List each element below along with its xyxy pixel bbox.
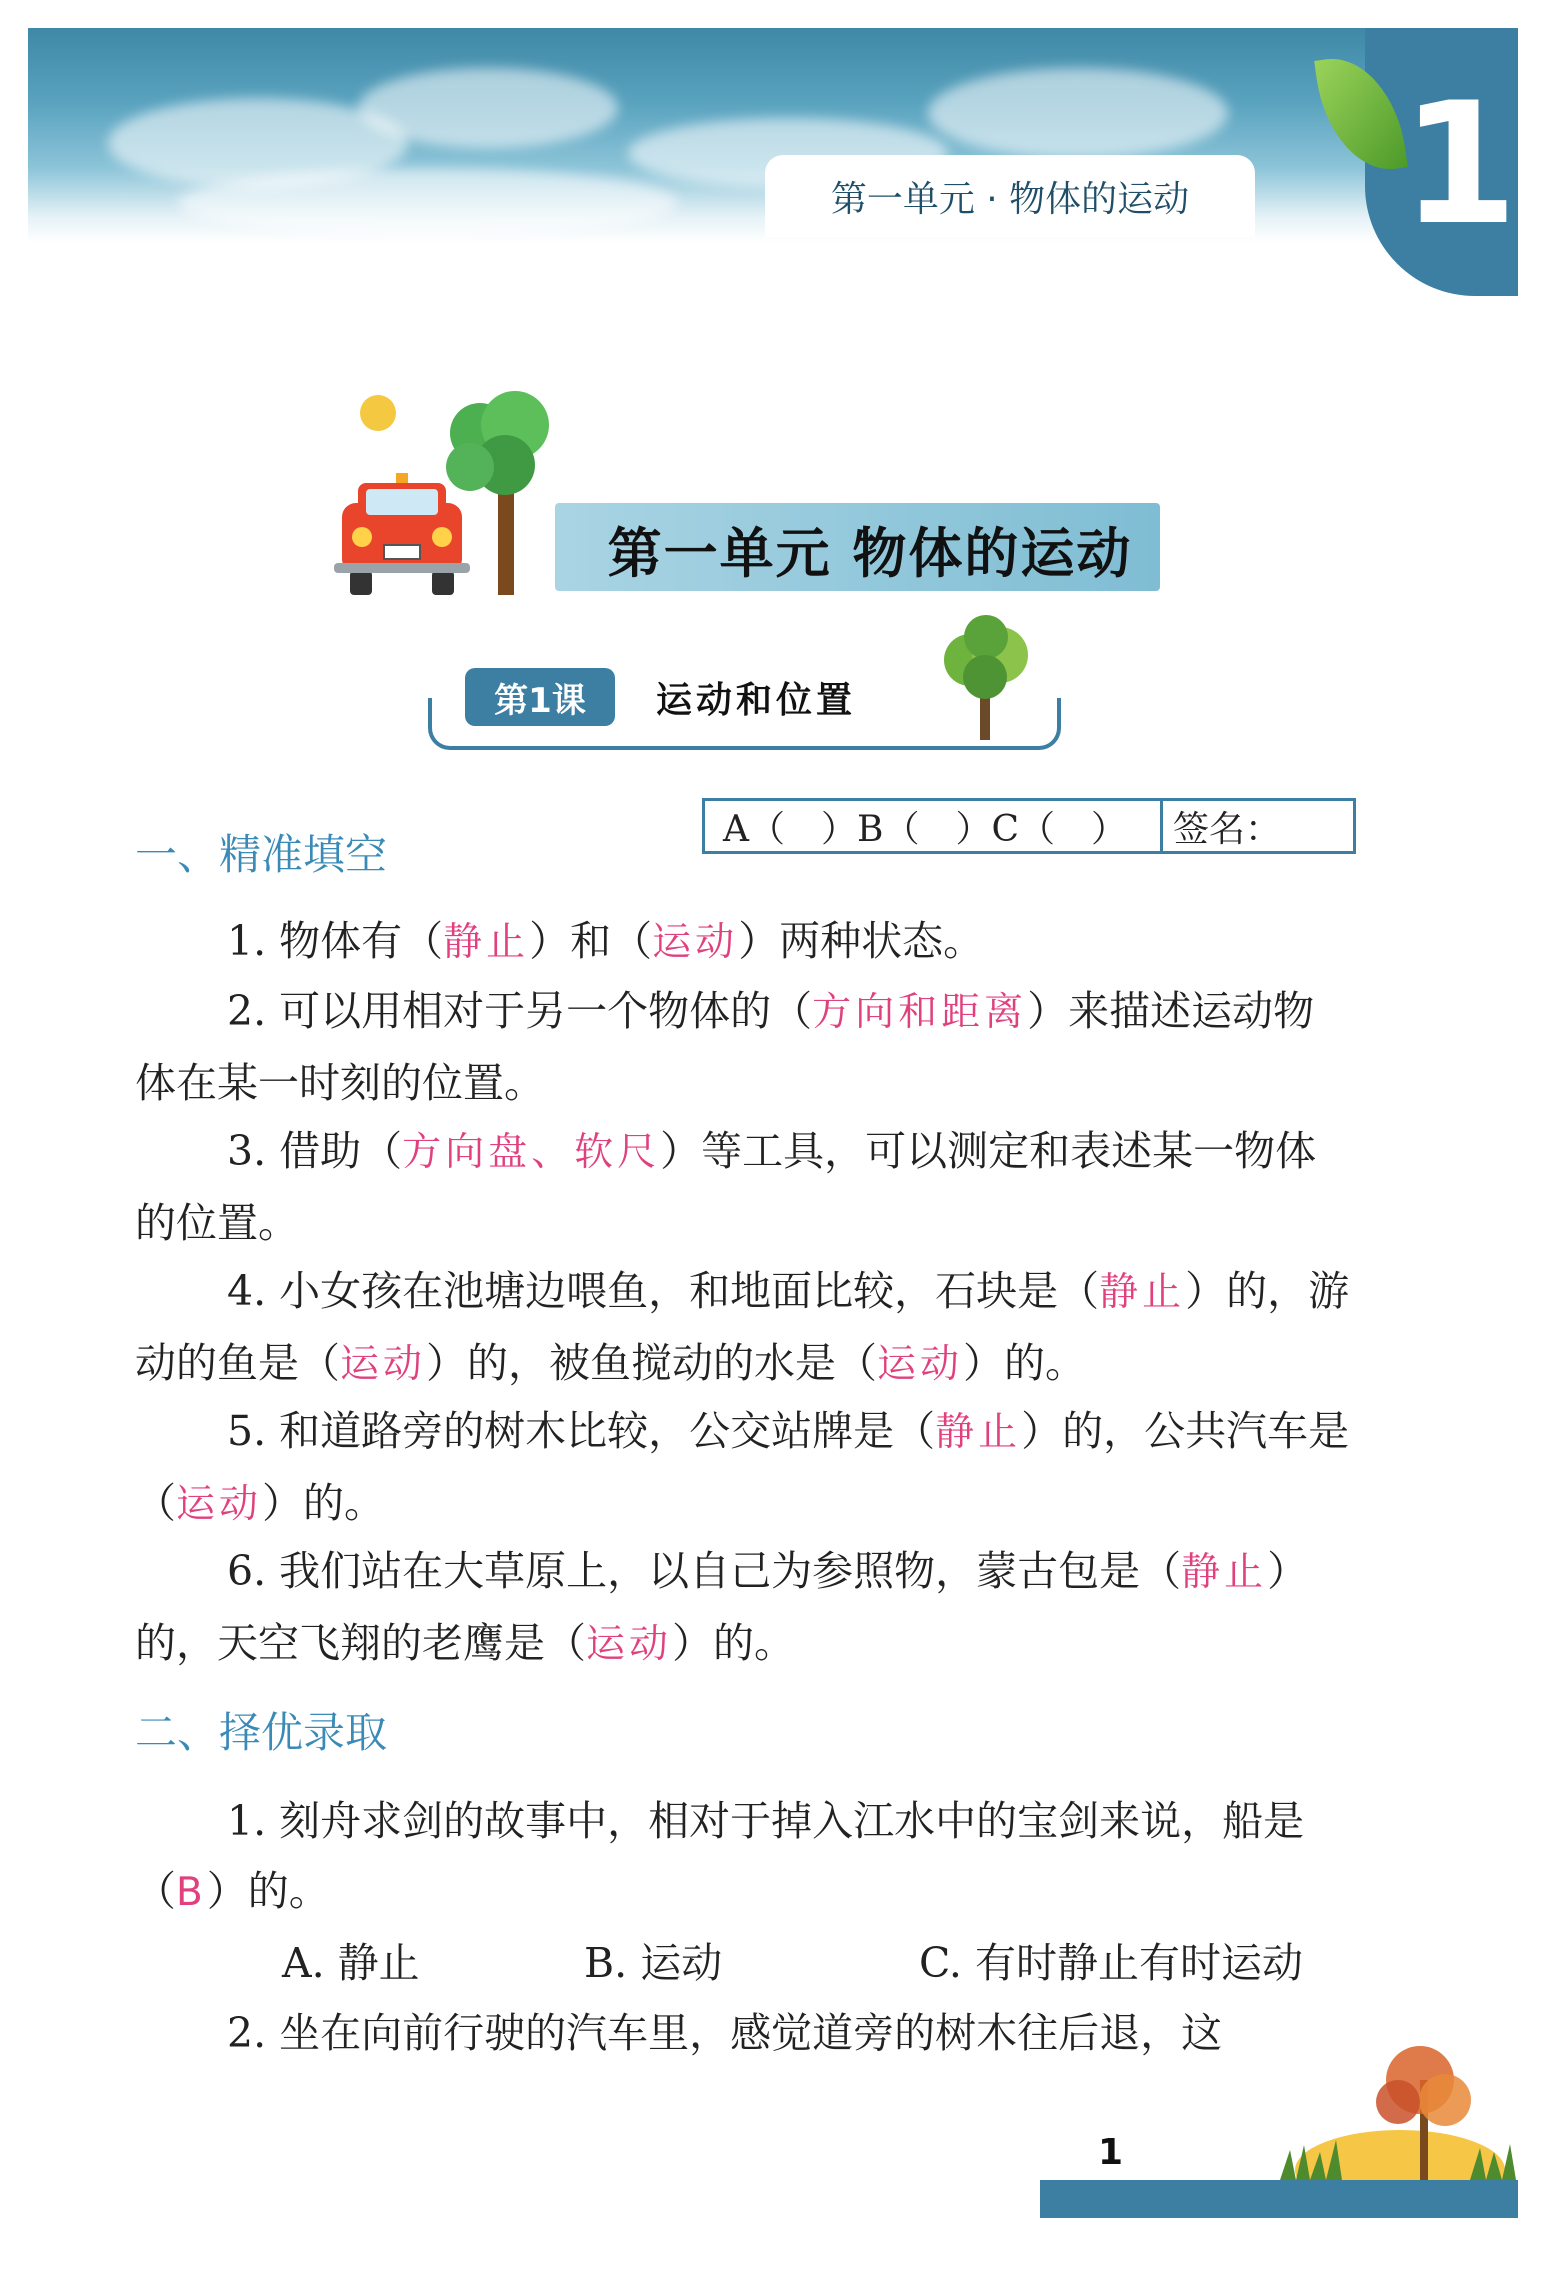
- car-tree-illustration: [330, 385, 590, 605]
- answer: 静止: [1099, 1270, 1186, 1315]
- answer: 运动: [586, 1622, 673, 1667]
- answer: 方向和距离: [812, 990, 1028, 1035]
- grade-slots[interactable]: A（ ）B（ ）C（ ）: [705, 801, 1163, 851]
- lesson-title: 运动和位置: [640, 668, 872, 726]
- answer: 静止: [443, 920, 530, 965]
- answer: B: [176, 1870, 207, 1915]
- question-1-4: 4. 小女孩在池塘边喂鱼，和地面比较，石块是（静止）的，游动的鱼是（运动）的，被鱼搅动的水是（运动）的。: [135, 1267, 1350, 1387]
- unit-number: 1: [1401, 66, 1518, 262]
- autumn-tree-illustration: [1270, 2040, 1520, 2185]
- question-1-6: 6. 我们站在大草原上，以自己为参照物，蒙古包是（静止）的，天空飞翔的老鹰是（运动）的。: [135, 1547, 1309, 1667]
- lesson-badge: 第1课: [465, 668, 615, 726]
- section-heading-1: 一、精准填空: [135, 830, 388, 879]
- answer: 运动: [877, 1342, 964, 1387]
- question-1-1: 1. 物体有（静止）和（运动）两种状态。: [227, 917, 985, 965]
- answer: 方向盘、软尺: [402, 1130, 661, 1175]
- footer-bar: [1040, 2180, 1518, 2218]
- answer: 静止: [1181, 1550, 1268, 1595]
- question-1-2: 2. 可以用相对于另一个物体的（方向和距离）来描述运动物体在某一时刻的位置。: [135, 987, 1315, 1107]
- answer: 运动: [340, 1342, 427, 1387]
- unit-header-tab: 第一单元 · 物体的运动: [765, 155, 1255, 237]
- answer: 运动: [176, 1482, 263, 1527]
- option-a[interactable]: A. 静止: [282, 1939, 420, 1987]
- option-c[interactable]: C. 有时静止有时运动: [919, 1939, 1303, 1987]
- sun-icon: [360, 395, 396, 431]
- answer: 静止: [935, 1410, 1022, 1455]
- score-box: [702, 798, 1356, 854]
- answer: 运动: [652, 920, 739, 965]
- page-title: 第一单元 物体的运动: [607, 521, 1133, 585]
- signature-field[interactable]: 签名：: [1173, 808, 1282, 850]
- page-number: 1: [1098, 2132, 1124, 2173]
- option-b[interactable]: B. 运动: [584, 1939, 723, 1987]
- section-heading-2: 二、择优录取: [135, 1708, 388, 1757]
- question-1-3: 3. 借助（方向盘、软尺）等工具，可以测定和表述某一物体的位置。: [135, 1127, 1317, 1247]
- question-1-5: 5. 和道路旁的树木比较，公交站牌是（静止）的，公共汽车是（运动）的。: [135, 1407, 1350, 1527]
- tree-illustration: [930, 615, 1040, 745]
- question-2-1: 1. 刻舟求剑的故事中，相对于掉入江水中的宝剑来说，船是（B）的。: [135, 1797, 1305, 1915]
- question-2-2: 2. 坐在向前行驶的汽车里，感觉道旁的树木往后退，这: [227, 2009, 1223, 2057]
